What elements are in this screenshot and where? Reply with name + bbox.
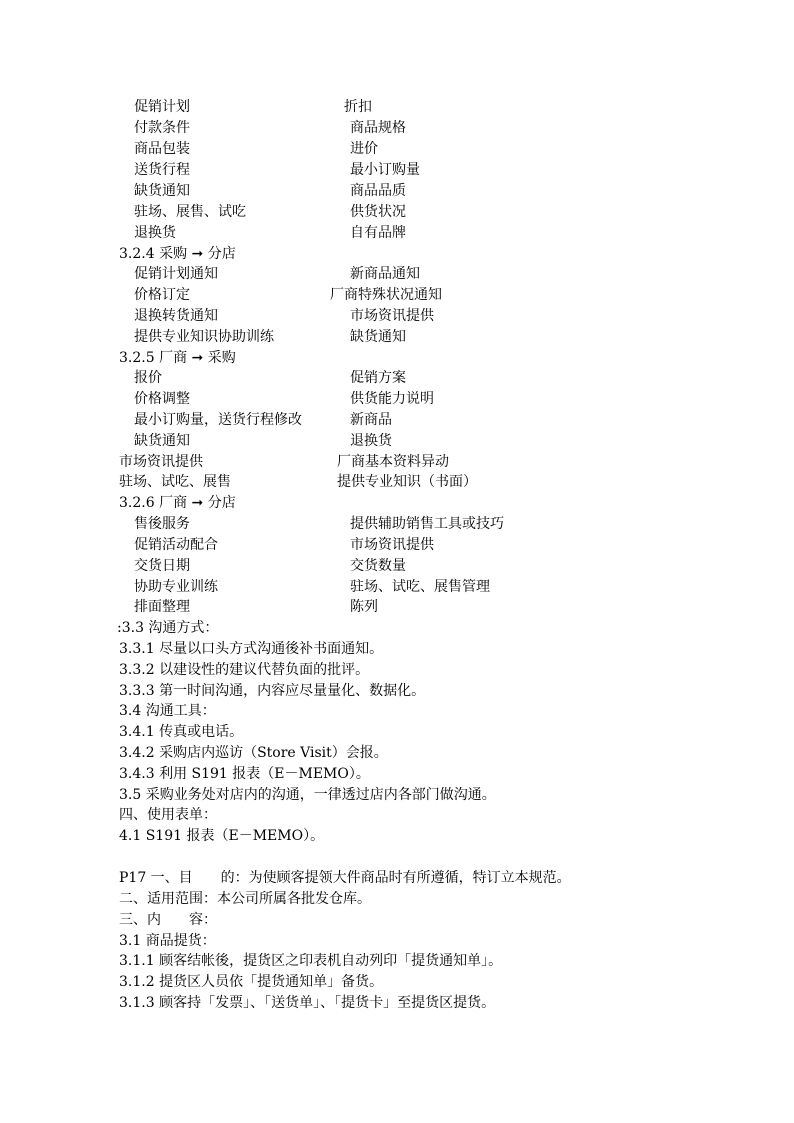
- paragraph-line: :3.3 沟通方式：: [117, 620, 219, 636]
- paragraph-line: 3.1.1 顾客结帐後，提货区之印表机自动列印「提货通知单」。: [119, 953, 503, 969]
- column-text: 商品品质: [350, 183, 406, 199]
- column-text: 促销活动配合: [134, 537, 218, 553]
- column-text: 促销方案: [350, 370, 406, 386]
- column-text: 价格订定: [134, 287, 190, 303]
- column-text: 付款条件: [134, 120, 190, 136]
- column-text: 价格调整: [134, 391, 190, 407]
- column-text: 协助专业训练: [134, 579, 218, 595]
- column-text: 进价: [350, 141, 378, 157]
- column-text: 提供专业知识（书面）: [337, 474, 477, 490]
- section-heading-3-2-6: 3.2.6 厂商 ➞ 分店: [119, 495, 236, 511]
- column-text: 厂商特殊状况通知: [330, 287, 442, 303]
- column-text: 缺货通知: [134, 183, 190, 199]
- column-text: 折扣: [344, 99, 372, 115]
- column-text: 最小订购量，送货行程修改: [134, 412, 302, 428]
- column-text: 驻场、试吃、展售: [119, 474, 231, 490]
- column-text: 交货日期: [134, 558, 190, 574]
- column-text: 自有品牌: [350, 225, 406, 241]
- column-text: 提供辅助销售工具或技巧: [350, 516, 504, 532]
- paragraph-line: 3.1.2 提货区人员依「提货通知单」备货。: [119, 974, 384, 990]
- column-text: 退换转货通知: [134, 308, 218, 324]
- column-text: 新商品通知: [350, 266, 420, 282]
- section-heading-3-2-5: 3.2.5 厂商 ➞ 采购: [119, 350, 236, 366]
- paragraph-line: 3.1 商品提货：: [119, 933, 216, 949]
- column-text: 售後服务: [134, 516, 190, 532]
- paragraph-line: 3.4.1 传真或电话。: [119, 724, 244, 740]
- paragraph-line: 3.4.2 采购店内巡访（Store Visit）会报。: [119, 745, 388, 761]
- paragraph-line: 3.1.3 顾客持「发票」、「送货单」、「提货卡」至提货区提货。: [119, 995, 496, 1011]
- column-text: 供货能力说明: [350, 391, 434, 407]
- column-text: 驻场、试吃、展售管理: [350, 579, 490, 595]
- column-text: 促销计划: [134, 99, 190, 115]
- column-text: 排面整理: [134, 599, 190, 615]
- column-text: 新商品: [350, 412, 392, 428]
- column-text: 报价: [134, 370, 162, 386]
- paragraph-line: 3.3.2 以建设性的建议代替负面的批评。: [119, 662, 370, 678]
- paragraph-line: 3.4.3 利用 S191 报表（E－MEMO）。: [119, 766, 370, 782]
- column-text: 市场资讯提供: [350, 308, 434, 324]
- column-text: 供货状况: [350, 204, 406, 220]
- column-text: 陈列: [350, 599, 378, 615]
- column-text: 退换货: [350, 433, 392, 449]
- column-text: 厂商基本资料异动: [337, 454, 449, 470]
- paragraph-line: 二、适用范围：本公司所属各批发仓库。: [119, 891, 371, 907]
- paragraph-line: 三、内 容：: [119, 912, 217, 928]
- paragraph-line: 3.3.3 第一时间沟通，内容应尽量量化、数据化。: [119, 683, 426, 699]
- column-text: 市场资讯提供: [350, 537, 434, 553]
- column-text: 缺货通知: [350, 329, 406, 345]
- paragraph-line: P17 一、目 的：为使顾客提领大件商品时有所遵循，特订立本规范。: [119, 870, 571, 886]
- column-text: 最小订购量: [350, 162, 420, 178]
- column-text: 驻场、展售、试吃: [134, 204, 246, 220]
- column-text: 缺货通知: [134, 433, 190, 449]
- column-text: 交货数量: [350, 558, 406, 574]
- column-text: 促销计划通知: [134, 266, 218, 282]
- column-text: 提供专业知识协助训练: [134, 329, 274, 345]
- section-heading-3-2-4: 3.2.4 采购 ➞ 分店: [119, 246, 236, 262]
- paragraph-line: 四、使用表单：: [119, 807, 217, 823]
- column-text: 送货行程: [134, 162, 190, 178]
- column-text: 退换货: [134, 225, 176, 241]
- paragraph-line: 3.5 采购业务处对店内的沟通，一律透过店内各部门做沟通。: [119, 787, 496, 803]
- paragraph-line: 3.4 沟通工具：: [119, 703, 216, 719]
- column-text: 商品规格: [350, 120, 406, 136]
- paragraph-line: 4.1 S191 报表（E－MEMO）。: [119, 828, 325, 844]
- column-text: 市场资讯提供: [119, 454, 203, 470]
- column-text: 商品包装: [134, 141, 190, 157]
- paragraph-line: 3.3.1 尽量以口头方式沟通後补书面通知。: [119, 641, 384, 657]
